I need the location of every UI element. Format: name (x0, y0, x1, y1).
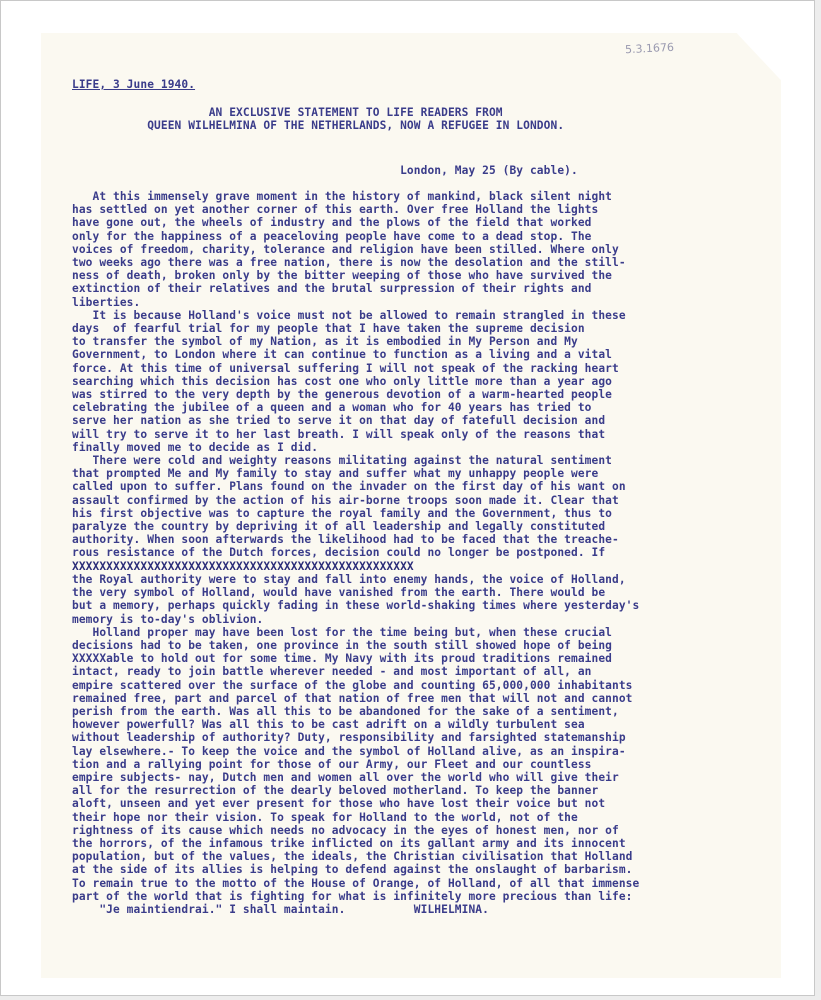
signature: WILHELMINA. (413, 902, 489, 916)
body-line: remained free, part and parcel of that nation of free men that will not and cannot (72, 691, 633, 705)
body-line: force. At this time of universal suffering I will not speak of the racking heart (72, 361, 619, 375)
body-line: however powerfull? Was all this to be cast adrift on a wildly turbulent sea (72, 718, 585, 732)
body-line: intact, ready to join battle wherever needed - and most important of all, an (72, 665, 592, 679)
archive-pencil-note: 5.3.1676 (624, 40, 675, 57)
body-line: population, but of the values, the ideals, the Christian civilisation that Holland (72, 850, 633, 864)
body-line: liberties. (72, 295, 141, 309)
body-line: memory is to-day's oblivion. (72, 612, 264, 626)
body-line: perish from the earth. Was all this to be abandoned for the sake of a sentiment, (72, 704, 619, 718)
body-line: part of the world that is fighting for what is infinitely more precious than life: (72, 889, 633, 903)
body-line: their hope nor their vision. To speak for Holland to the world, not of the (72, 810, 578, 824)
body-line: will try to serve it to her last breath. I will speak only of the reasons that (72, 427, 606, 441)
body-line: the very symbol of Holland, would have vanished from the earth. There would be (72, 586, 606, 600)
body-line: only for the happiness of a peaceloving people have come to a dead stop. The (72, 229, 592, 243)
body-line: voices of freedom, charity, tolerance and religion have been stilled. Where only (72, 242, 619, 256)
body-line: It is because Holland's voice must not be allowed to remain strangled in these (72, 308, 626, 322)
body-line: paralyze the country by depriving it of all leadership and legally constituted (72, 520, 606, 534)
body-line: lay elsewhere.- To keep the voice and the symbol of Holland alive, as an inspira- (72, 744, 626, 758)
body-line: assault confirmed by the action of his air-borne troops soon made it. Clear that (72, 493, 619, 507)
body-line: empire scattered over the surface of the globe and counting 65,000,000 inhabitants (72, 678, 633, 692)
statement-body (72, 190, 772, 916)
body-line: days of fearful trial for my people that I have taken the supreme decision (72, 322, 585, 336)
headline (72, 106, 772, 132)
dateline (72, 78, 772, 91)
body-line: to transfer the symbol of my Nation, as it is embodied in My Person and My (72, 335, 578, 349)
body-line: two weeks ago there was a free nation, there is now the desolation and the still- (72, 256, 626, 270)
body-line: extinction of their relatives and the brutal surpression of their rights and (72, 282, 592, 296)
body-line: searching which this decision has cost one who only little more than a year ago (72, 374, 612, 388)
body-line: ness of death, broken only by the bitter weeping of those who have survived the (72, 269, 612, 283)
closing-line (72, 903, 772, 916)
body-line: but a memory, perhaps quickly fading in these world-shaking times where yesterday's (72, 599, 640, 613)
body-line: was stirred to the very depth by the generous devotion of a warm-hearted people (72, 388, 612, 402)
body-line: called upon to suffer. Plans found on the invader on the first day of his want on (72, 480, 626, 494)
headline-line: AN EXCLUSIVE STATEMENT TO LIFE READERS FROM (72, 106, 503, 119)
body-line: his first objective was to capture the royal family and the Government, thus to (72, 506, 612, 520)
body-line: At this immensely grave moment in the history of mankind, black silent night (72, 190, 612, 203)
place-and-date-line: London, May 25 (By cable). (72, 164, 578, 177)
body-line: that prompted Me and My family to stay and suffer what my unhappy people were (72, 467, 599, 481)
body-line: There were cold and weighty reasons militating against the natural sentiment (72, 454, 612, 468)
body-line: rightness of its cause which needs no advocacy in the eyes of honest men, nor of (72, 823, 619, 837)
body-line: at the side of its allies is helping to defend against the onslaught of barbarism. (72, 863, 633, 877)
headline-line: QUEEN WILHELMINA OF THE NETHERLANDS, NOW A REFUGEE IN LONDON. (72, 119, 565, 133)
motto-text: "Je maintiendrai." I shall maintain. (72, 902, 346, 916)
body-line: rous resistance of the Dutch forces, decision could no longer be postponed. If (72, 546, 606, 560)
body-line: serve her nation as she tried to serve it on that day of fatefull decision and (72, 414, 606, 428)
body-line: authority. When soon afterwards the likelihood had to be faced that the treache- (72, 533, 619, 547)
body-line: celebrating the jubilee of a queen and a woman who for 40 years has tried to (72, 401, 592, 415)
body-line: have gone out, the wheels of industry and the plows of the field that worked (72, 216, 592, 230)
body-line: Government, to London where it can continue to function as a living and a vital (72, 348, 612, 362)
struck-out-line: XXXXXXXXXXXXXXXXXXXXXXXXXXXXXXXXXXXXXXXXXXXXXXXXXX (72, 559, 414, 573)
body-line: To remain true to the motto of the House of Orange, of Holland, of all that immense (72, 876, 640, 890)
body-line: Holland proper may have been lost for the time being but, when these crucial (72, 625, 612, 639)
body-line: decisions had to be taken, one province in the south still showed hope of being (72, 638, 612, 652)
body-line: aloft, unseen and yet ever present for those who have lost their voice but not (72, 797, 606, 811)
body-line: the horrors, of the infamous trike inflicted on its gallant army and its innocent (72, 836, 626, 850)
body-line: the Royal authority were to stay and fall into enemy hands, the voice of Holland, (72, 572, 626, 586)
body-line: XXXXXable to hold out for some time. My Navy with its proud traditions remained (72, 652, 612, 666)
body-line: all for the resurrection of the dearly beloved motherland. To keep the banner (72, 784, 599, 798)
body-line: has settled on yet another corner of this earth. Over free Holland the lights (72, 203, 599, 217)
dateline-text: LIFE, 3 June 1940. (72, 78, 196, 91)
body-line: without leadership of authority? Duty, responsibility and farsighted statemanship (72, 731, 626, 745)
body-line: finally moved me to decide as I did. (72, 440, 319, 454)
body-line: tion and a rallying point for those of our Army, our Fleet and our countless (72, 757, 592, 771)
body-line: empire subjects- nay, Dutch men and women all over the world who will give their (72, 770, 619, 784)
